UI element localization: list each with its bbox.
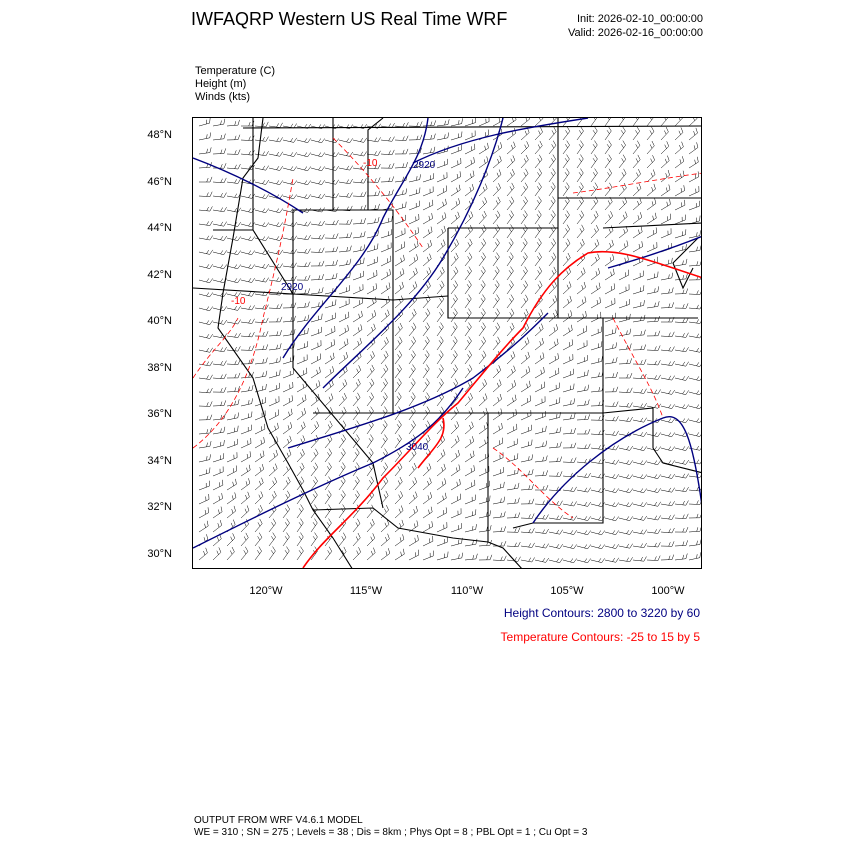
wind-barb-field <box>199 118 702 563</box>
init-time: Init: 2026-02-10_00:00:00 <box>577 13 703 25</box>
height-contour-label: 2920 <box>281 282 304 293</box>
lat-label: 44°N <box>147 222 172 234</box>
lon-label: 100°W <box>651 585 685 597</box>
lat-label: 32°N <box>147 501 172 513</box>
lon-label: 115°W <box>349 585 383 597</box>
lon-label: 110°W <box>450 585 484 597</box>
height-contour-label: 3040 <box>406 442 429 453</box>
lat-label: 40°N <box>147 315 172 327</box>
height-contour-label: 2920 <box>413 160 436 171</box>
height-contours <box>193 118 702 548</box>
wind-barbs <box>199 118 702 563</box>
lat-label: 48°N <box>147 129 172 141</box>
model-info: OUTPUT FROM WRF V4.6.1 MODEL <box>194 815 363 826</box>
temperature-contours-dashed <box>193 138 702 518</box>
field-temperature-label: Temperature (C) <box>195 65 276 77</box>
valid-time: Valid: 2026-02-16_00:00:00 <box>568 27 703 39</box>
lon-label: 105°W <box>550 585 584 597</box>
lon-label: 120°W <box>249 585 283 597</box>
height-contours-legend: Height Contours: 2800 to 3220 by 60 <box>503 606 700 620</box>
lat-label: 42°N <box>147 269 172 281</box>
temperature-contour-label: -10 <box>231 296 246 307</box>
model-config: WE = 310 ; SN = 275 ; Levels = 38 ; Dis = 8km ; Phys Opt = 8 ; PBL Opt = 1 ; Cu Opt = 3 <box>194 827 588 838</box>
field-height-label: Height (m) <box>195 78 247 90</box>
plot-title: IWFAQRP Western US Real Time WRF <box>191 9 508 29</box>
lat-label: 34°N <box>147 455 172 467</box>
weather-map <box>192 117 702 569</box>
temperature-contour-label: -10 <box>363 158 378 169</box>
field-winds-label: Winds (kts) <box>195 91 250 103</box>
temperature-contours-legend: Temperature Contours: -25 to 15 by 5 <box>500 630 700 644</box>
lat-label: 38°N <box>147 362 172 374</box>
state-borders <box>193 118 702 569</box>
lat-label: 36°N <box>147 408 172 420</box>
lat-label: 30°N <box>147 548 172 560</box>
lat-label: 46°N <box>147 176 172 188</box>
temperature-contours <box>303 252 702 568</box>
